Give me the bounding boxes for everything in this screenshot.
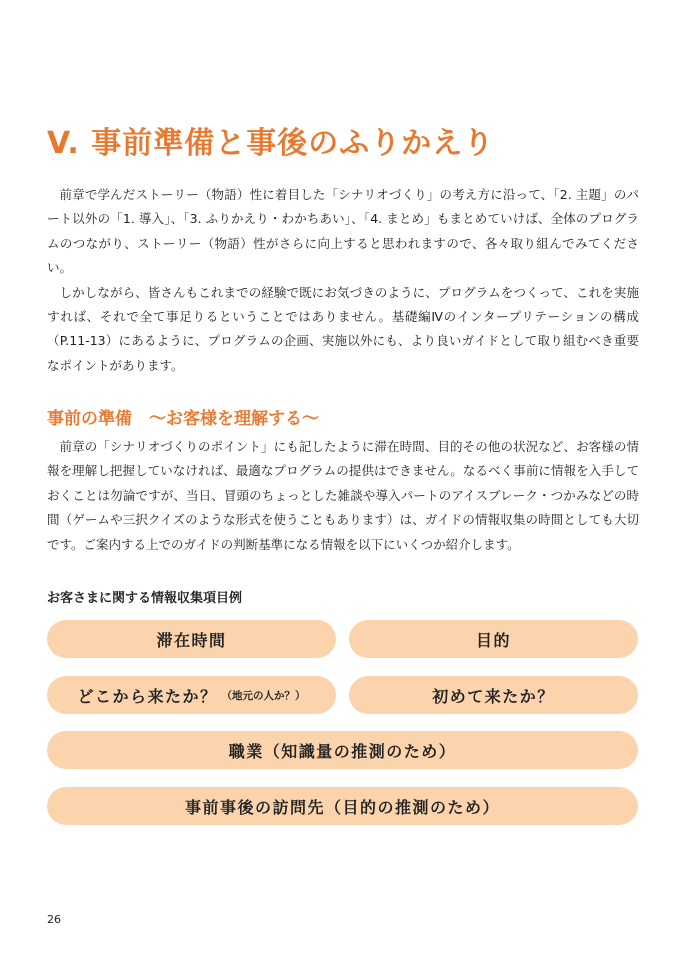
info-item-occupation xyxy=(47,731,638,769)
info-item-label: 滞在時間 xyxy=(156,630,227,650)
page-title: V. 事前準備と事後のふりかえり xyxy=(47,126,495,161)
intro-paragraph: しかしながら、皆さんもこれまでの経験で既にお気づきのように、プログラムをつくって、これを実施すれば、それで全て事足りるということではありません。基礎編Ⅳのインタープリテーションの構成（P.11-13）にあるように、プログラムの企画、実施以外にも、より良いガイドとして取り組むべき重要なポイントがあります。 xyxy=(47,284,639,373)
info-item-label: 初めて来たか？ xyxy=(432,686,555,706)
info-list-heading: お客さまに関する情報収集項目例 xyxy=(47,591,243,606)
info-item-note: （地元の人か？） xyxy=(221,689,306,702)
info-item-label: 事前事後の訪問先（目的の推測のため） xyxy=(184,797,500,817)
section-heading: 事前の準備 ～お客様を理解する～ xyxy=(47,409,319,429)
info-item-label: 目的 xyxy=(475,630,511,650)
section-body xyxy=(47,435,639,557)
page-number: 26 xyxy=(47,913,61,926)
info-item-visits xyxy=(47,787,638,825)
info-item-stay-time xyxy=(47,620,336,658)
intro-text xyxy=(47,183,639,378)
intro-paragraph: 前章で学んだストーリー（物語）性に着目した「シナリオづくり」の考え方に沿って、「2. 主題」のパート以外の「1. 導入」、「3. ふりかえり・わかちあい」、「4. まとめ」もまとめていけば、全体のプログラムのつながり、ストーリー（物語）性がさらに向上すると思われますので、各々取り組んでみてください。 xyxy=(47,187,639,276)
info-item-purpose xyxy=(349,620,638,658)
info-item-first-visit xyxy=(349,676,638,714)
info-item-label: 職業（知識量の推測のため） xyxy=(228,741,457,761)
section-paragraph: 前章の「シナリオづくりのポイント」にも記したように滞在時間、目的その他の状況など、お客様の情報を理解し把握していなければ、最適なプログラムの提供はできません。なるべく事前に情報を入手しておくことは勿論ですが、当日、冒頭のちょっとした雑談や導入パートのアイスブレーク・つかみなどの時間（ゲームや三択クイズのような形式を使うこともあります）は、ガイドの情報収集の時間としても大切です。ご案内する上でのガイドの判断基準になる情報を以下にいくつか紹介します。 xyxy=(47,439,639,552)
info-item-origin xyxy=(47,676,336,714)
info-item-label: どこから来たか？ xyxy=(77,686,218,706)
